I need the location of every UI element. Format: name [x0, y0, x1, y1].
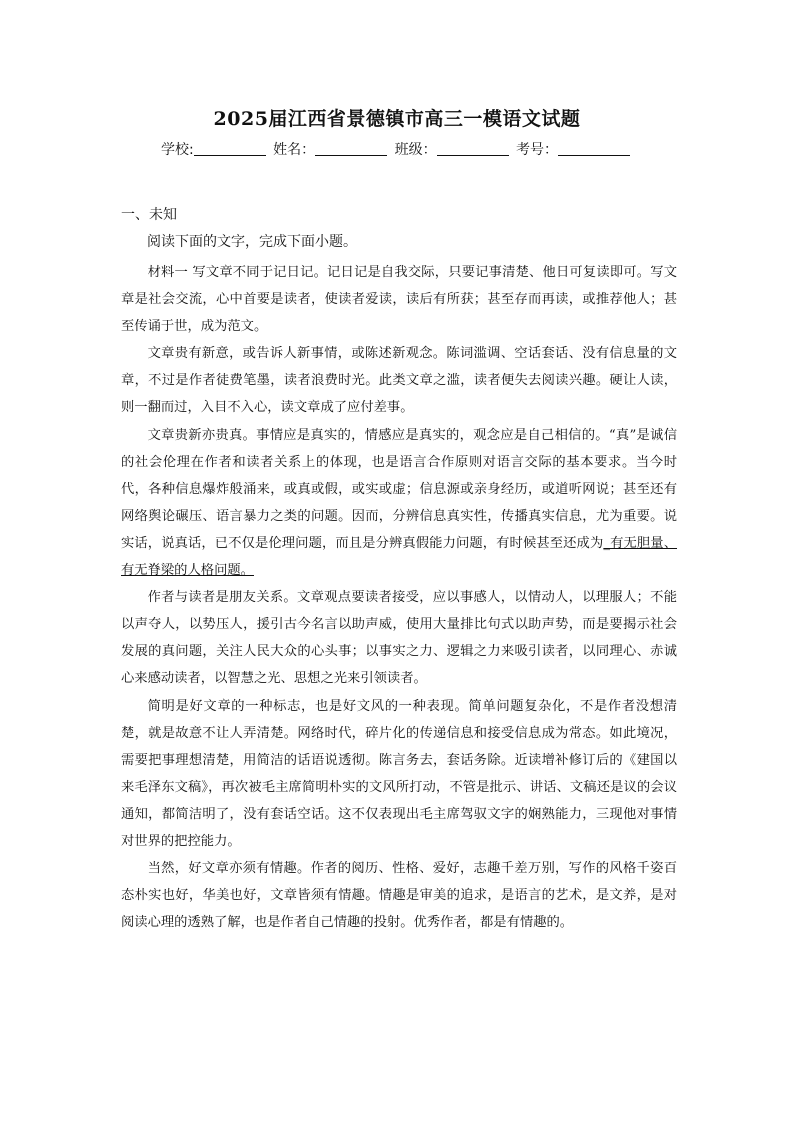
name-blank[interactable] — [315, 141, 387, 156]
school-label: 学校: — [160, 142, 194, 158]
class-label: 班级： — [394, 142, 437, 158]
school-blank[interactable] — [194, 141, 266, 156]
paragraph-3 — [121, 422, 677, 585]
paragraph-2: 文章贵有新意，或告诉人新事情，或陈述新观念。陈词滥调、空话套话、没有信息量的文章，不过是作者徒费笔墨，读者浪费时光。此类文章之滥，读者便失去阅读兴趣。硬让人读，则一翻而过，入目不入心，读文章成了应付差事。 — [121, 346, 677, 416]
paragraph-4: 作者与读者是朋友关系。文章观点要读者接受，应以事感人，以情动人，以理服人；不能以声夺人，以势压人，援引古今名言以助声威，使用大量排比句式以助声势，而是要揭示社会发展的真问题，关注人民大众的心头事；以事实之力、逻辑之力来吸引读者，以同理心、赤诚心来感动读者，以智慧之光、思想之光来引领读者。 — [121, 590, 677, 687]
paragraph-1: 材料一 写文章不同于记日记。记日记是自我交际，只要记事清楚、他日可复读即可。写文章是社会交流，心中首要是读者，使读者爱读，读后有所获；甚至存而再读，或推荐他人；甚至传诵于世，成为范文。 — [121, 265, 677, 335]
class-blank[interactable] — [437, 141, 509, 156]
exam-number-blank[interactable] — [558, 141, 630, 156]
paragraph-5: 简明是好文章的一种标志，也是好文风的一种表现。简单问题复杂化，不是作者没想清楚，就是故意不让人弄清楚。网络时代，碎片化的传递信息和接受信息成为常态。如此境况，需要把事理想清楚，用简洁的话语说透彻。陈言务去，套话务除。近读增补修订后的《建国以来毛泽东文稿》，再次被毛主席简明朴实的文风所打动，不管是批示、讲话、文稿还是议的会议通知，都简洁明了，没有套话空话。这不仅表现出毛主席驾驭文字的娴熟能力，三现他对事情对世界的把控能力。 — [121, 698, 677, 849]
exam-number-label: 考号： — [516, 142, 559, 158]
exam-title: 2025届江西省景德镇市高三一模语文试题 — [213, 108, 581, 130]
paragraph-3-text: 文章贵新亦贵真。事情应是真实的，情感应是真实的，观念应是自己相信的。“真”是诚信的社会伦理在作者和读者关系上的体现，也是语言合作原则对语言交际的基本要求。当今时代，各种信息爆炸般涌来，或真或假，或实或虚；信息源或亲身经历，或道听网说；甚至还有网络舆论碾压、语言暴力之类的问题。因而，分辨信息真实性，传播真实信息，尤为重要。说实话，说真话，已不仅是伦理问题，而且是分辨真假能力问题，有时候甚至还成为 — [121, 427, 677, 551]
name-label: 姓名： — [273, 142, 316, 158]
section-heading: 一、未知 — [121, 207, 177, 223]
student-info-line — [0, 139, 794, 159]
article-body — [121, 259, 677, 936]
underlined-phrase: _有无胆量、有无脊梁的人格问题。 — [121, 535, 678, 579]
paragraph-6: 当然，好文章亦须有情趣。作者的阅历、性格、爱好，志趣千差万别，写作的风格千姿百态朴实也好，华美也好，文章皆须有情趣。情趣是审美的追求，是语言的艺术，是文养，是对阅读心理的透熟了解，也是作者自己情趣的投射。优秀作者，都是有情趣的。 — [121, 861, 677, 931]
reading-instruction: 阅读下面的文字，完成下面小题。 — [147, 234, 357, 250]
